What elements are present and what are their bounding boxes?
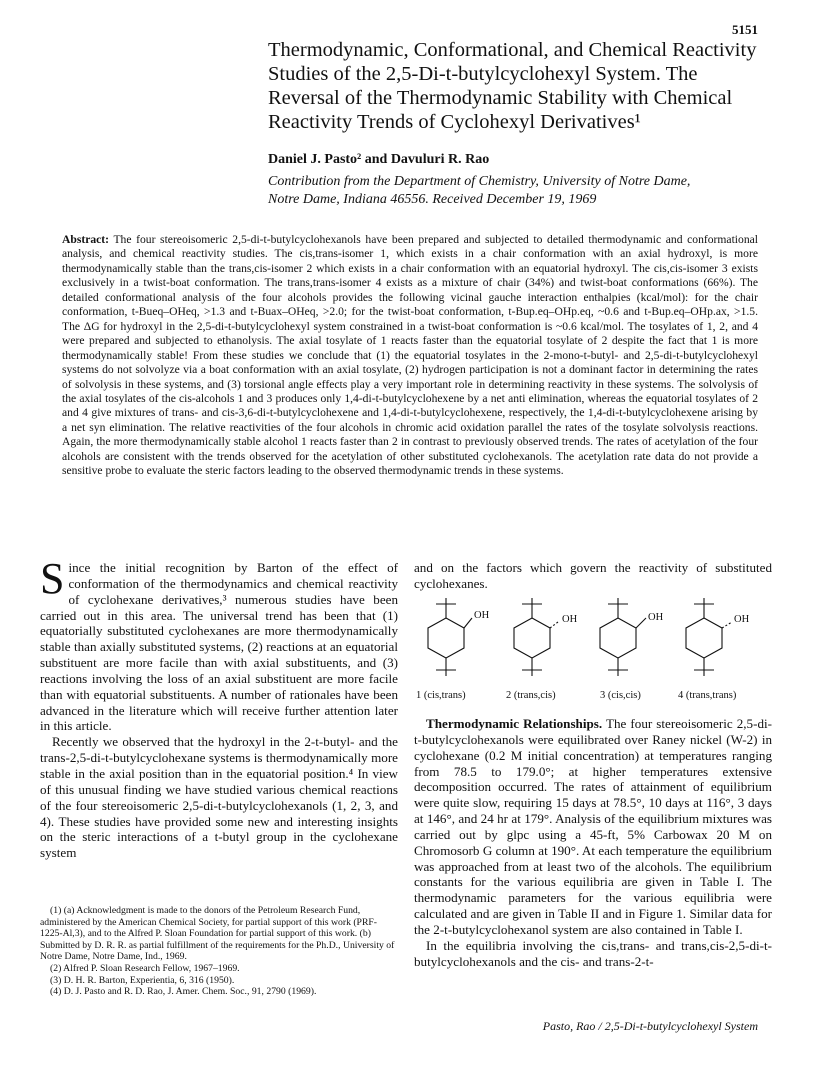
intro-paragraph-1-text: ince the initial recognition by Barton of the effect of conformation of the thermodynamics and chemical reactivity of cyclohexane derivatives,³ numerous studies have been carried out in this area. The universal trend has been that (1) equatorially substituted cyclohexanes are more thermodynamically stable than axially substituted systems, (2) reactions at an equatorial substituent are more facile than with axial substituents, and (3) reactions involving the loss of an axial substituent are more facile than with equatorial substituents. A number of rationales have been advanced in the literature which will receive further attention later in this article.: [40, 560, 398, 734]
drop-cap: S: [40, 554, 65, 603]
structure-2-oh: OH: [562, 614, 578, 625]
structure-2-label: 2 (trans,cis): [506, 690, 556, 701]
structure-4-label: 4 (trans,trans): [678, 690, 737, 701]
authors: Daniel J. Pasto² and Davuluri R. Rao: [268, 152, 490, 167]
footnotes: [40, 905, 398, 998]
section-paragraph-2: In the equilibria involving the cis,trans- and trans,cis-2,5-di-t-butylcyclohexanols and the cis- and trans-2-t-: [414, 937, 772, 969]
section-paragraph-1-text: The four stereoisomeric 2,5-di-t-butylcyclohexanols were equilibrated over Raney nickel (W-2) in cyclohexane (0.2 M initial concentration) at temperatures ranging from 78.5 to 179.0°; at higher temperatures extensive decomposition occurred. The rates of attainment of equilibrium were quite slow, requiring 15 days at 78.5°, 10 days at 116°, 3 days at 146°, and 24 hr at 179°. Analysis of the equilibrium mixtures was carried out by glpc using a 45-ft, 5% Carbowax 20 M on Chromosorb G column at 190°. At each temperature the equilibrium was approached from at least two of the alcohols. The equilibrium constants for the various equilibria are given in Table I. The thermodynamic parameters for the various equilibria were calculated and are given in Table II and in Figure 1. Similar data for the 2-t-butylcyclohexanol system are also contained in Table I.: [414, 716, 772, 937]
structure-4: [686, 598, 732, 676]
structure-2: [514, 598, 558, 676]
footnote-1: (1) (a) Acknowledgment is made to the donors of the Petroleum Research Fund, administered by the American Chemical Society, for partial support of this work (PRF-1225-Al,3), and to the Alfred P. Sloan Foundation for partial support of this work. (b) Submitted by D. R. R. as partial fulfillment of the requirements for the Ph.D., University of Notre Dame, Notre Dame, Ind., 1969.: [40, 905, 395, 963]
intro-paragraph-2-continued: and on the factors which govern the reactivity of substituted cyclohexanes.: [414, 560, 772, 591]
page-number: 5151: [732, 22, 758, 37]
footnote-4: (4) D. J. Pasto and R. D. Rao, J. Amer. Chem. Soc., 91, 2790 (1969).: [50, 986, 317, 998]
structure-4-oh: OH: [734, 614, 750, 625]
structure-1: [428, 598, 472, 676]
section-heading: Thermodynamic Relationships.: [426, 716, 603, 731]
structure-3-oh: OH: [648, 612, 664, 623]
affiliation-line-2: Notre Dame, Indiana 46556. Received December 19, 1969: [268, 192, 597, 207]
right-column-top: [414, 560, 772, 592]
intro-paragraph-2: Recently we observed that the hydroxyl in the 2-t-butyl- and the trans-2,5-di-t-butylcyclohexane systems is thermodynamically more stable in the axial position than in the equatorial position.⁴ In view of this unusual finding we have studied various chemical reactions of the four stereoisomeric 2,5-di-t-butylcyclohexanols (1, 2, 3, and 4). These studies have provided some new and interesting insights on the steric interactions of a t-butyl group in the cyclohexane system: [40, 734, 398, 861]
footnote-2: (2) Alfred P. Sloan Research Fellow, 1967–1969.: [50, 962, 240, 974]
running-footer: Pasto, Rao / 2,5-Di-t-butylcyclohexyl System: [542, 1019, 758, 1033]
affiliation: [268, 173, 768, 209]
article-title: Thermodynamic, Conformational, and Chemical Reactivity Studies of the 2,5-Di-t-butylcyclohexyl System. The Reversal of the Thermodynamic Stability with Chemical Reactivity Trends of Cyclohexyl Derivatives¹: [268, 39, 757, 133]
abstract-label: Abstract:: [62, 233, 110, 246]
abstract: [62, 233, 758, 479]
intro-paragraph-1: [40, 554, 398, 734]
affiliation-line-1: Contribution from the Department of Chemistry, University of Notre Dame,: [268, 174, 691, 189]
left-column: [40, 554, 398, 861]
structure-diagrams: [414, 596, 772, 688]
structure-3: [600, 598, 646, 676]
abstract-text: The four stereoisomeric 2,5-di-t-butylcyclohexanols have been prepared and subjected to detailed thermodynamic and conformational analysis, and chemical reactivity studies. The cis,trans-isomer 1, which exists in a chair conformation with an axial hydroxyl, is more thermodynamically stable than the trans,cis-isomer 2 which exists in a chair conformation with an equatorial hydroxyl. The cis,cis-isomer 3 exists exclusively in a twist-boat conformation. The trans,trans-isomer 4 exists as a mixture of chair (34%) and twist-boat conformations (66%). The detailed conformational analysis of the four alcohols provides the following vicinal gauche interaction enthalpies (kcal/mol): for the chair conformation, t-Bueq–OHeq, >1.3 and t-Buax–OHeq, >2.0; for the twist-boat conformation, t-Bup.eq–OHp.eq, ~0.6 and t-Bup.eq–OHp.ax, >1.5. The ΔG for hydroxyl in the 2,5-di-t-butylcyclohexyl system constrained in a twist-boat conformation is ~0.6 kcal/mol. The tosylates of 1, 2, and 4 were prepared and subjected to ethanolysis. The axial tosylate of 1 reacts faster than the equatorial tosylate of 2 despite the fact that 1 is more thermodynamically stable! From these studies we conclude that (1) the equatorial tosylates in the 2-mono-t-butyl- and 2,5-di-t-butylcyclohexyl systems do not solvolyze via a boat conformation with an axial tosylate, (2) hydrogen participation is not a dominant factor in determining the rates of solvolysis in these systems, and (3) torsional angle effects play a very important role in determining reactivity in these systems. The solvolysis of the axial tosylates of the cis-alcohols 1 and 3 produces only 1,4-di-t-butylcyclohexene by a net anti elimination, whereas the equatorial tosylates of 2 and 4 give mixtures of trans- and cis-3,6-di-t-butylcyclohexene and 1,4-di-t-butylcyclohexene, respectively, the 1,4-di-t-butylcyclohexene arising by a net syn elimination. The relative reactivities of the four alcohols in chromic acid oxidation parallel the rates of the tosylate solvolysis reactions. Again, the more thermodynamically stable alcohol 1 reacts faster than 2 in contrast to previously observed trends. The rates of acetylation of the four alcohols are consistent with the trends observed for the acetylation of other substituted cyclohexanols. The acetylation rate data do not provide a sensitive probe to evaluate the steric factors leading to the observed thermodynamic trends in these systems.: [62, 233, 758, 478]
structure-1-label: 1 (cis,trans): [416, 690, 466, 701]
thermodynamic-section: [414, 716, 772, 970]
footnote-3: (3) D. H. R. Barton, Experientia, 6, 316 (1950).: [50, 974, 235, 986]
section-paragraph-1: [414, 716, 772, 938]
structure-3-label: 3 (cis,cis): [600, 690, 641, 701]
structure-1-oh: OH: [474, 610, 490, 621]
